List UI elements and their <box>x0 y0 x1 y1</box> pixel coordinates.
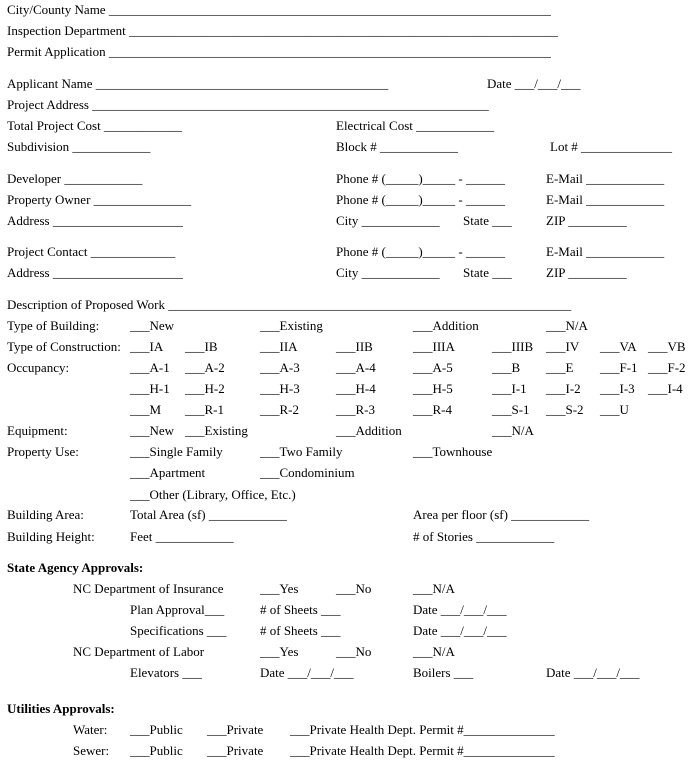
project-address-field[interactable]: Project Address _____________________________________________________________ <box>7 97 489 112</box>
property-use-label: Property Use: <box>7 444 79 459</box>
boilers-field[interactable]: Boilers ___ <box>413 665 474 680</box>
utilities-approvals-heading: Utilities Approvals: <box>7 701 115 716</box>
specifications-field[interactable]: Specifications ___ <box>130 623 227 638</box>
area-per-floor-field[interactable]: Area per floor (sf) ____________ <box>413 507 590 522</box>
construction-iib-option[interactable]: ___IIB <box>336 339 373 354</box>
number-of-stories-field[interactable]: # of Stories ____________ <box>413 529 555 544</box>
occupancy-option[interactable]: ___R-1 <box>185 402 224 417</box>
building-type-label: Type of Building: <box>7 318 100 333</box>
building-type-new-option[interactable]: ___New <box>130 318 175 333</box>
owner-zip-field[interactable]: ZIP _________ <box>546 213 627 228</box>
building-type-existing-option[interactable]: ___Existing <box>260 318 323 333</box>
building-type-addition-option[interactable]: ___Addition <box>413 318 479 333</box>
nc-department-of-labor-label: NC Department of Labor <box>73 644 205 659</box>
elevators-date-field[interactable]: Date ___/___/___ <box>260 665 354 680</box>
height-feet-field[interactable]: Feet ____________ <box>130 529 234 544</box>
property-owner-field[interactable]: Property Owner _______________ <box>7 192 192 207</box>
owner-email-field[interactable]: E-Mail ____________ <box>546 192 665 207</box>
owner-city-field[interactable]: City ____________ <box>336 213 440 228</box>
occupancy-option[interactable]: ___A-3 <box>260 360 300 375</box>
occupancy-label: Occupancy: <box>7 360 70 375</box>
occupancy-option[interactable]: ___I-2 <box>546 381 581 396</box>
sewer-private-option[interactable]: ___Private <box>207 743 264 758</box>
building-area-label: Building Area: <box>7 507 84 522</box>
labor-yes-option[interactable]: ___Yes <box>260 644 299 659</box>
property-use-apartment-option[interactable]: ___Apartment <box>130 465 206 480</box>
occupancy-option[interactable]: ___S-1 <box>492 402 530 417</box>
occupancy-option[interactable]: ___H-1 <box>130 381 170 396</box>
equipment-label: Equipment: <box>7 423 68 438</box>
property-use-other-option[interactable]: ___Other (Library, Office, Etc.) <box>130 487 296 502</box>
specifications-sheets-field[interactable]: # of Sheets ___ <box>260 623 341 638</box>
contact-state-field[interactable]: State ___ <box>463 265 512 280</box>
construction-ib-option[interactable]: ___IB <box>185 339 218 354</box>
developer-phone-field[interactable]: Phone # (_____)_____ - ______ <box>336 171 505 186</box>
contact-zip-field[interactable]: ZIP _________ <box>546 265 627 280</box>
sewer-label: Sewer: <box>73 743 110 758</box>
boilers-date-field[interactable]: Date ___/___/___ <box>546 665 640 680</box>
equipment-na-option[interactable]: ___N/A <box>492 423 534 438</box>
nc-department-of-insurance-label: NC Department of Insurance <box>73 581 224 596</box>
insurance-na-option[interactable]: ___N/A <box>413 581 455 596</box>
occupancy-option[interactable]: ___R-2 <box>260 402 299 417</box>
equipment-existing-option[interactable]: ___Existing <box>185 423 248 438</box>
occupancy-option[interactable]: ___R-4 <box>413 402 452 417</box>
water-private-option[interactable]: ___Private <box>207 722 264 737</box>
work-description-field[interactable]: Description of Proposed Work ______________________________________________________________ <box>7 297 572 312</box>
occupancy-option[interactable]: ___B <box>492 360 521 375</box>
occupancy-option[interactable]: ___H-2 <box>185 381 225 396</box>
application-date-field[interactable]: Date ___/___/___ <box>487 76 581 91</box>
occupancy-option[interactable]: ___H-5 <box>413 381 453 396</box>
construction-type-label: Type of Construction: <box>7 339 121 354</box>
property-use-townhouse-option[interactable]: ___Townhouse <box>413 444 493 459</box>
contact-phone-field[interactable]: Phone # (_____)_____ - ______ <box>336 244 505 259</box>
block-field[interactable]: Block # ____________ <box>336 139 459 154</box>
plan-date-field[interactable]: Date ___/___/___ <box>413 602 507 617</box>
total-project-cost-field[interactable]: Total Project Cost ____________ <box>7 118 182 133</box>
occupancy-option[interactable]: ___I-3 <box>600 381 635 396</box>
property-use-condominium-option[interactable]: ___Condominium <box>260 465 355 480</box>
occupancy-option[interactable]: ___R-3 <box>336 402 375 417</box>
water-public-option[interactable]: ___Public <box>130 722 183 737</box>
property-use-single-family-option[interactable]: ___Single Family <box>130 444 223 459</box>
building-height-label: Building Height: <box>7 529 95 544</box>
occupancy-option[interactable]: ___I-4 <box>648 381 683 396</box>
applicant-name-field[interactable]: Applicant Name _____________________________________________ <box>7 76 389 91</box>
occupancy-option[interactable]: ___M <box>130 402 162 417</box>
equipment-new-option[interactable]: ___New <box>130 423 175 438</box>
construction-ia-option[interactable]: ___IA <box>130 339 164 354</box>
contact-address-field[interactable]: Address ____________________ <box>7 265 183 280</box>
occupancy-option[interactable]: ___A-4 <box>336 360 376 375</box>
construction-iiib-option[interactable]: ___IIIB <box>492 339 534 354</box>
elevators-field[interactable]: Elevators ___ <box>130 665 202 680</box>
permit-application-field[interactable]: Permit Application ____________________________________________________________________ <box>7 44 551 59</box>
owner-address-field[interactable]: Address ____________________ <box>7 213 183 228</box>
building-type-na-option[interactable]: ___N/A <box>546 318 588 333</box>
labor-no-option[interactable]: ___No <box>336 644 372 659</box>
developer-email-field[interactable]: E-Mail ____________ <box>546 171 665 186</box>
owner-phone-field[interactable]: Phone # (_____)_____ - ______ <box>336 192 505 207</box>
occupancy-option[interactable]: ___E <box>546 360 574 375</box>
contact-email-field[interactable]: E-Mail ____________ <box>546 244 665 259</box>
electrical-cost-field[interactable]: Electrical Cost ____________ <box>336 118 495 133</box>
specifications-date-field[interactable]: Date ___/___/___ <box>413 623 507 638</box>
water-health-permit-field[interactable]: ___Private Health Dept. Permit #______________ <box>290 722 555 737</box>
water-label: Water: <box>73 722 108 737</box>
subdivision-field[interactable]: Subdivision ____________ <box>7 139 151 154</box>
developer-field[interactable]: Developer ____________ <box>7 171 143 186</box>
occupancy-option[interactable]: ___S-2 <box>546 402 584 417</box>
occupancy-option[interactable]: ___I-1 <box>492 381 527 396</box>
construction-iia-option[interactable]: ___IIA <box>260 339 298 354</box>
occupancy-option[interactable]: ___A-5 <box>413 360 453 375</box>
construction-iiia-option[interactable]: ___IIIA <box>413 339 455 354</box>
plan-sheets-field[interactable]: # of Sheets ___ <box>260 602 341 617</box>
occupancy-option[interactable]: ___U <box>600 402 629 417</box>
plan-approval-field[interactable]: Plan Approval___ <box>130 602 225 617</box>
labor-na-option[interactable]: ___N/A <box>413 644 455 659</box>
construction-iv-option[interactable]: ___IV <box>546 339 580 354</box>
city-county-name-field[interactable]: City/County Name ____________________________________________________________________ <box>7 2 551 17</box>
sewer-health-permit-field[interactable]: ___Private Health Dept. Permit #______________ <box>290 743 555 758</box>
occupancy-option[interactable]: ___H-3 <box>260 381 300 396</box>
construction-vb-option[interactable]: ___VB <box>648 339 686 354</box>
sewer-public-option[interactable]: ___Public <box>130 743 183 758</box>
contact-city-field[interactable]: City ____________ <box>336 265 440 280</box>
occupancy-option[interactable]: ___A-2 <box>185 360 225 375</box>
total-area-field[interactable]: Total Area (sf) ____________ <box>130 507 287 522</box>
equipment-addition-option[interactable]: ___Addition <box>336 423 402 438</box>
state-agency-approvals-heading: State Agency Approvals: <box>7 560 144 575</box>
insurance-yes-option[interactable]: ___Yes <box>260 581 299 596</box>
occupancy-option[interactable]: ___F-1 <box>600 360 638 375</box>
occupancy-option[interactable]: ___H-4 <box>336 381 376 396</box>
inspection-department-field[interactable]: Inspection Department __________________________________________________________________ <box>7 23 559 38</box>
occupancy-option[interactable]: ___A-1 <box>130 360 170 375</box>
owner-state-field[interactable]: State ___ <box>463 213 512 228</box>
property-use-two-family-option[interactable]: ___Two Family <box>260 444 343 459</box>
insurance-no-option[interactable]: ___No <box>336 581 372 596</box>
project-contact-field[interactable]: Project Contact _____________ <box>7 244 176 259</box>
lot-field[interactable]: Lot # ______________ <box>550 139 673 154</box>
occupancy-option[interactable]: ___F-2 <box>648 360 686 375</box>
construction-va-option[interactable]: ___VA <box>600 339 637 354</box>
